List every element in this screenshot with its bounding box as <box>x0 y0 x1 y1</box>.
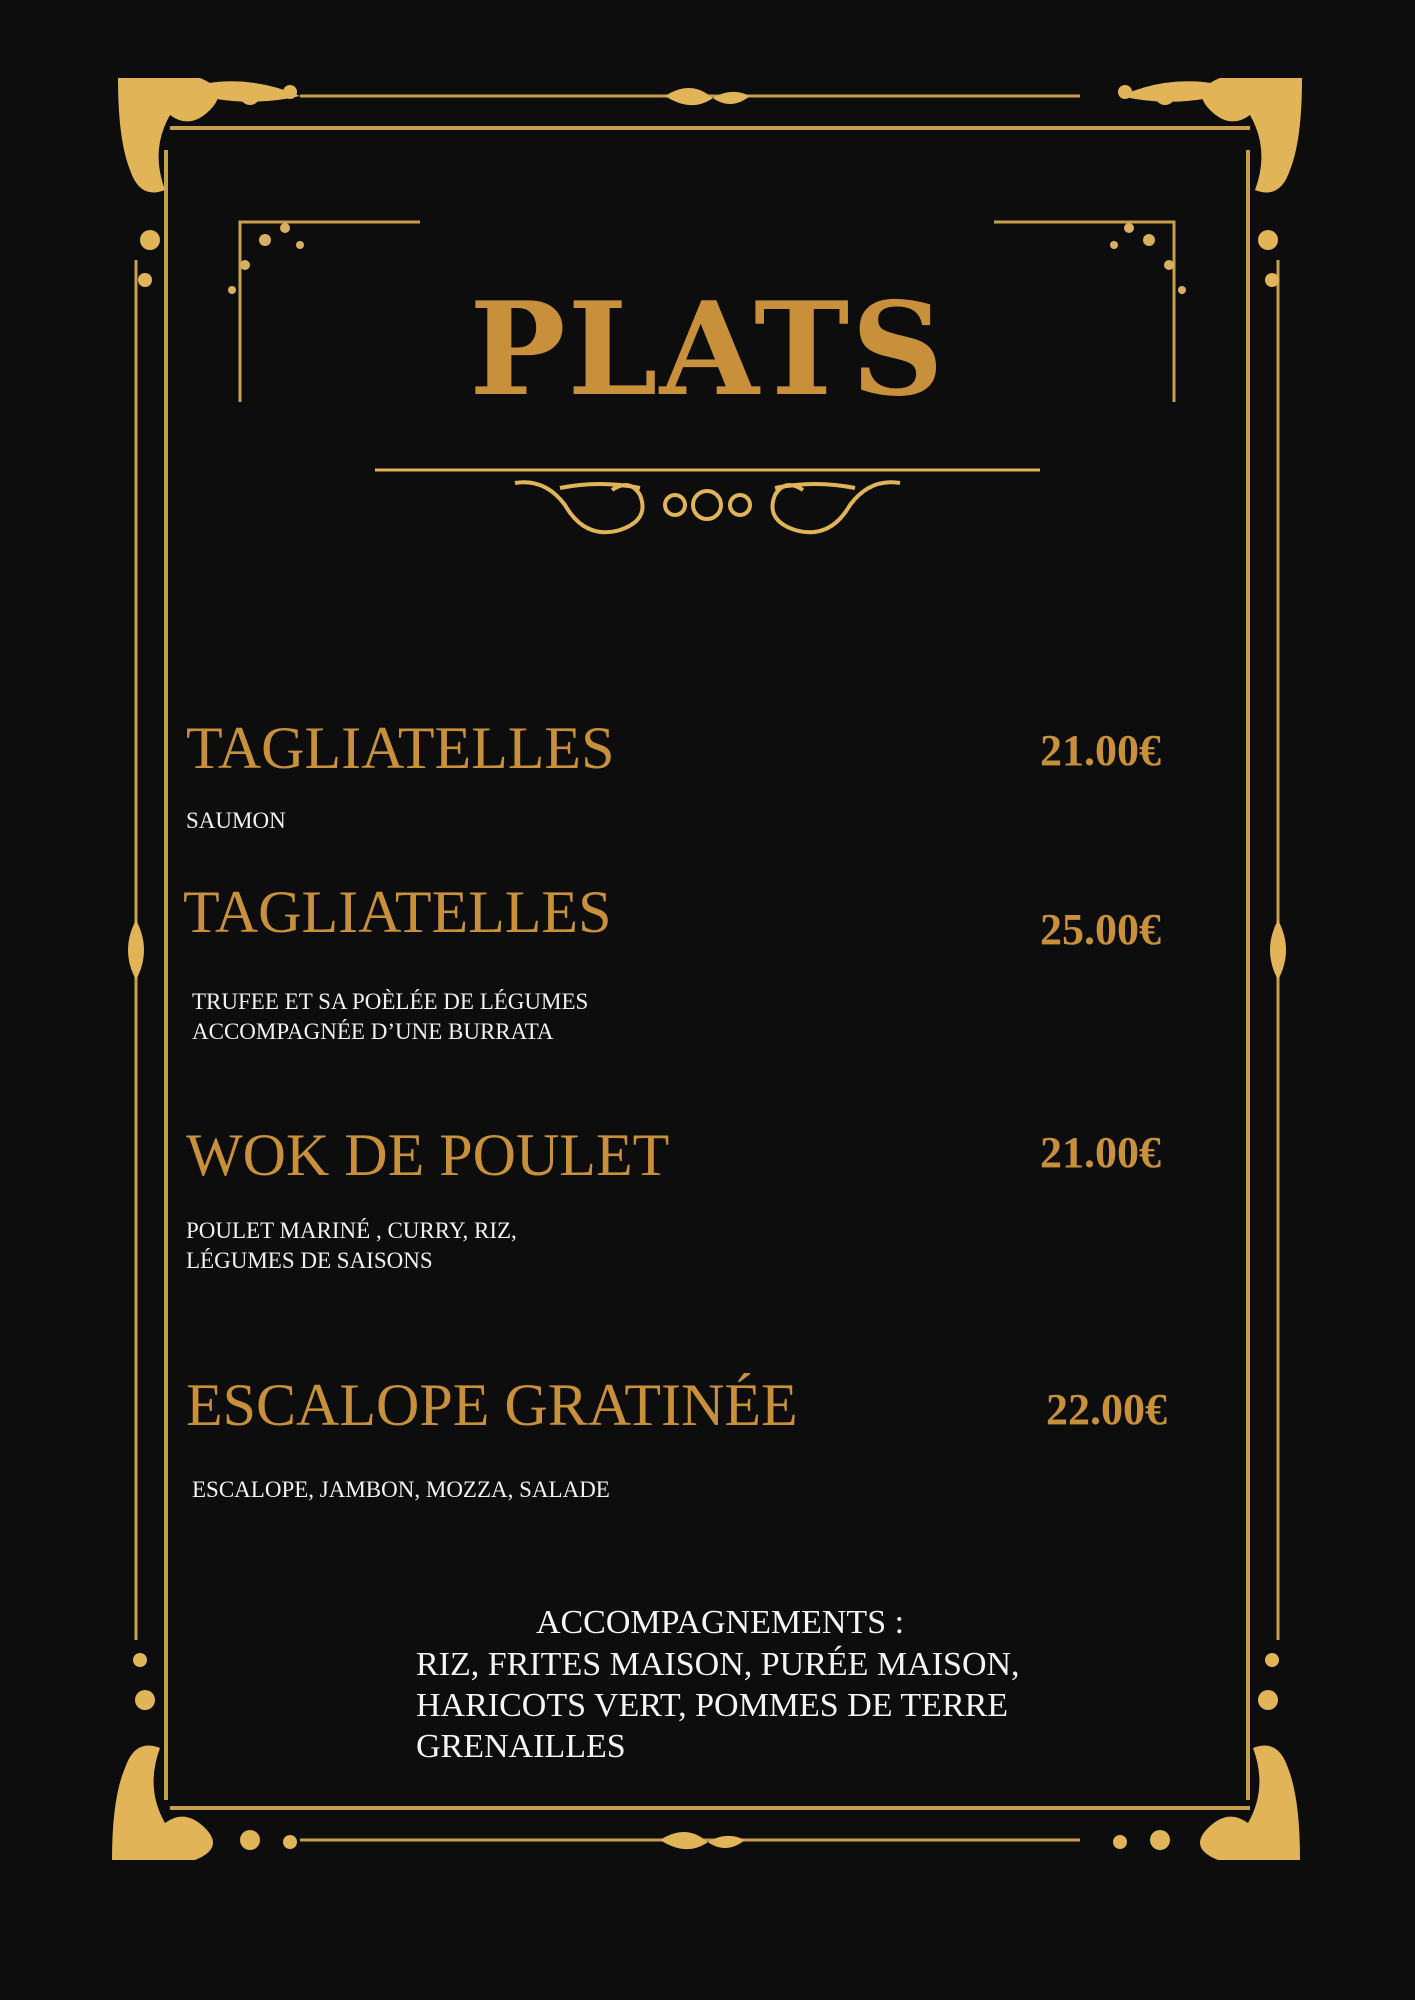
accompagnements-list: RIZ, FRITES MAISON, PURÉE MAISON, HARICOTS VERT, POMMES DE TERRE GRENAILLES <box>416 1646 1020 1765</box>
dish-4-name: ESCALOPE GRATINÉE <box>186 1372 798 1438</box>
left-mid-flourish <box>128 920 144 980</box>
dish-3-name: WOK DE POULET <box>186 1122 670 1188</box>
right-mid-flourish <box>1270 920 1286 980</box>
dish-4-price: 22.00€ <box>1046 1385 1167 1434</box>
dish-2-price: 25.00€ <box>1040 905 1161 954</box>
title-divider-scroll <box>515 482 900 532</box>
dish-2-name: TAGLIATELLES <box>183 879 612 945</box>
corner-bottom-left-ornament <box>112 1653 297 1860</box>
page-title: PLATS <box>469 275 946 425</box>
dish-2-description: TRUFEE ET SA POÈLÉE DE LÉGUMES ACCOMPAGNÉE D’UNE BURRATA <box>192 989 589 1044</box>
corner-top-left-ornament <box>118 78 300 287</box>
accompagnements-title: ACCOMPAGNEMENTS : <box>535 1604 905 1641</box>
corner-bottom-right-ornament <box>1113 1653 1300 1860</box>
dish-1-price: 21.00€ <box>1040 726 1161 775</box>
bottom-center-flourish <box>660 1832 745 1849</box>
dish-3-price: 21.00€ <box>1040 1128 1161 1177</box>
dish-4-description: ESCALOPE, JAMBON, MOZZA, SALADE <box>192 1477 610 1502</box>
dish-3-description: POULET MARINÉ , CURRY, RIZ, LÉGUMES DE SAISONS <box>186 1218 517 1273</box>
top-center-flourish <box>665 88 750 105</box>
corner-top-right-ornament <box>1118 78 1302 287</box>
dish-1-name: TAGLIATELLES <box>186 715 615 781</box>
dish-1-description: SAUMON <box>186 808 286 833</box>
